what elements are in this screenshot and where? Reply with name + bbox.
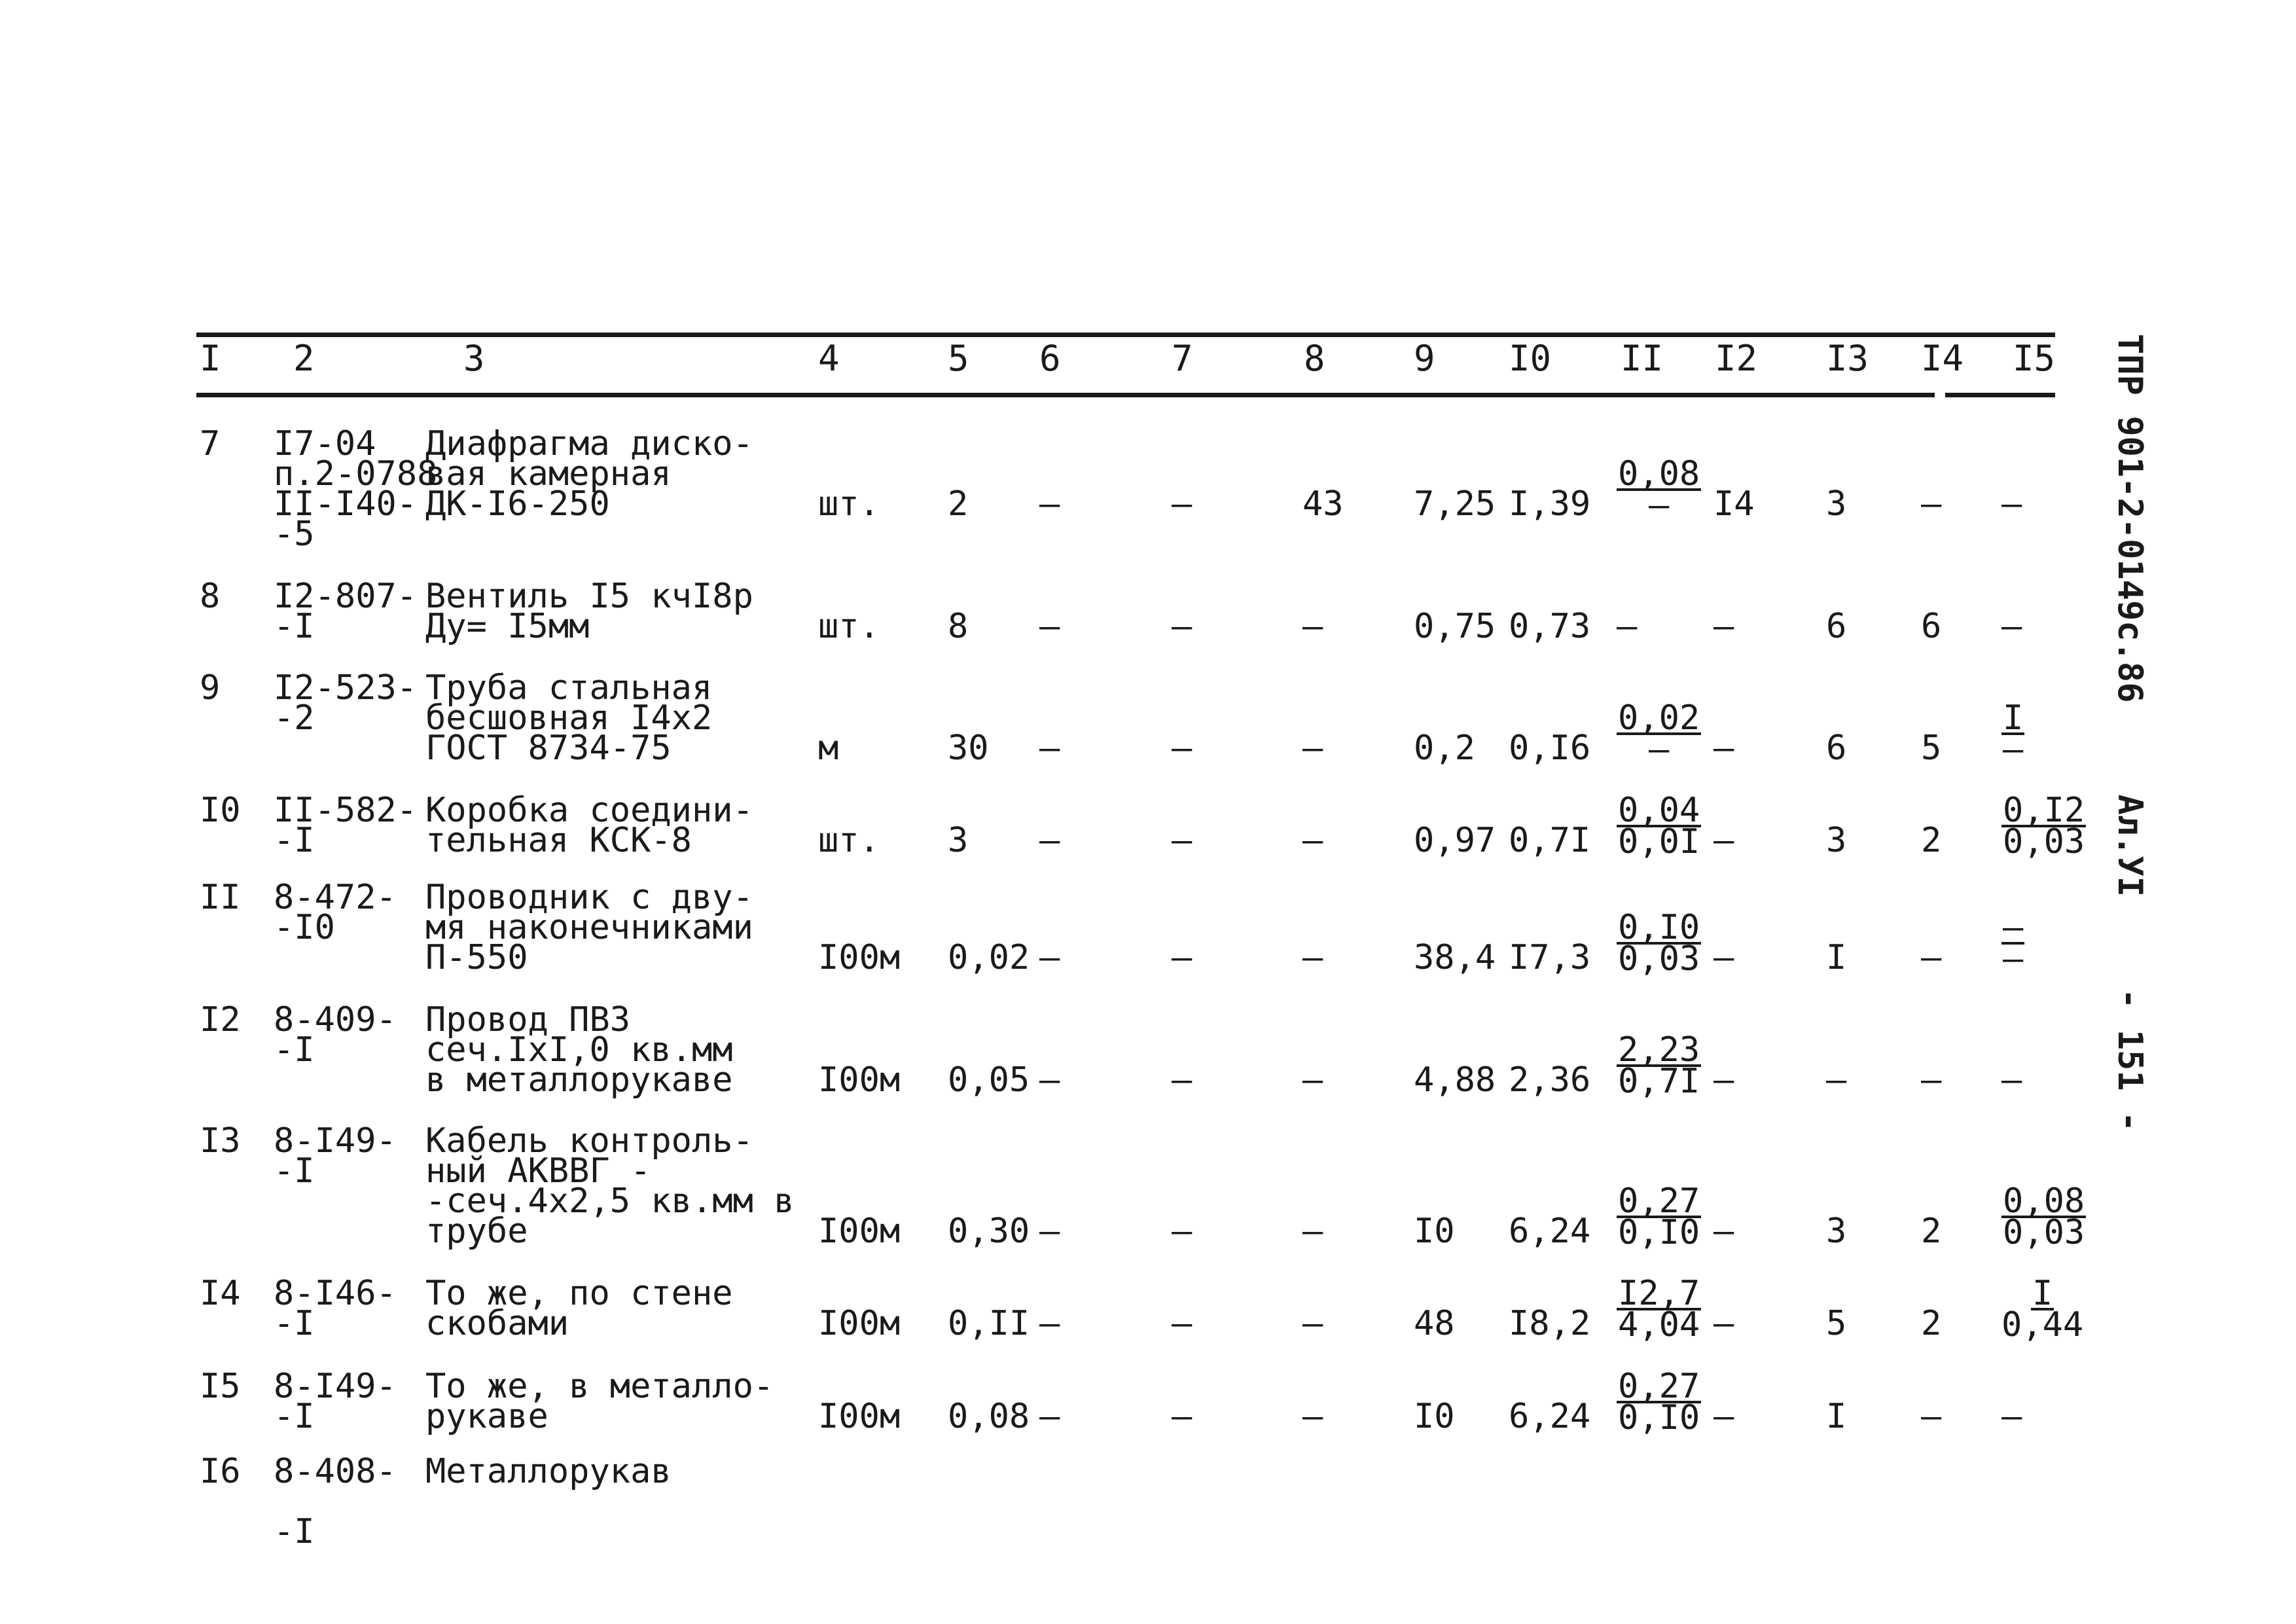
row-number: I3 bbox=[200, 1121, 241, 1161]
col-6: – bbox=[1039, 821, 1060, 860]
col-14: – bbox=[1921, 1397, 1942, 1436]
col-8: – bbox=[1302, 607, 1323, 646]
col-8: – bbox=[1302, 729, 1323, 768]
col-14: – bbox=[1921, 1060, 1942, 1100]
unit: шт. bbox=[818, 484, 880, 524]
col-11-fraction bbox=[1617, 791, 1701, 861]
col-15: – bbox=[2001, 607, 2022, 646]
norm-code-line: -2 bbox=[274, 698, 315, 738]
item-name-line: Провод ПВ3 bbox=[425, 1000, 631, 1039]
norm-code-line: I2-807- bbox=[274, 577, 418, 616]
col-8: – bbox=[1302, 1212, 1323, 1251]
page-number: - 151 - bbox=[2110, 988, 2149, 1132]
fraction-numerator: 0,08 bbox=[1618, 454, 1700, 494]
col-14: 2 bbox=[1921, 1304, 1942, 1343]
unit: I00м bbox=[818, 1060, 901, 1100]
col-11-fraction bbox=[1617, 1274, 1701, 1344]
side-stamp bbox=[2110, 334, 2149, 1132]
col-6: – bbox=[1039, 1304, 1060, 1343]
row-number: 8 bbox=[200, 577, 221, 616]
col-10: 0,73 bbox=[1509, 607, 1591, 646]
fraction-numerator: 2,23 bbox=[1618, 1030, 1700, 1070]
fraction-denominator: 0,I0 bbox=[1618, 1213, 1700, 1252]
row-number: I4 bbox=[200, 1274, 241, 1313]
col-11-fraction bbox=[1617, 454, 1701, 525]
col-12: – bbox=[1713, 821, 1734, 860]
quantity: 2 bbox=[948, 484, 969, 524]
fraction-denominator: 0,44 bbox=[2001, 1305, 2084, 1344]
col-15: – bbox=[2001, 484, 2022, 524]
item-name-line: Ду= I5мм bbox=[425, 607, 590, 646]
col-15-fraction bbox=[2001, 791, 2086, 861]
col-15-fraction bbox=[2001, 908, 2024, 979]
item-name-line: П-550 bbox=[425, 938, 528, 977]
col-14: – bbox=[1921, 938, 1942, 977]
item-name-line: сеч.IхI,0 кв.мм bbox=[425, 1030, 733, 1070]
col-10: I7,3 bbox=[1509, 938, 1591, 977]
col-10: 6,24 bbox=[1509, 1397, 1591, 1436]
fraction-numerator: 0,27 bbox=[1618, 1182, 1700, 1221]
norm-code-line: -I bbox=[274, 1304, 315, 1343]
unit: I00м bbox=[818, 938, 901, 977]
fraction-denominator: 0,7I bbox=[1618, 1062, 1700, 1101]
column-header-6: 6 bbox=[1039, 338, 1061, 379]
col-15-fraction bbox=[2001, 1182, 2086, 1252]
row-number: 7 bbox=[200, 424, 221, 463]
norm-code-line: -I bbox=[274, 1030, 315, 1070]
col-6: – bbox=[1039, 729, 1060, 768]
header-rule-left bbox=[196, 393, 1935, 397]
col-13: 6 bbox=[1826, 607, 1847, 646]
col-12: – bbox=[1713, 1060, 1734, 1100]
norm-code-line: -I bbox=[274, 1151, 315, 1191]
col-14: 6 bbox=[1921, 607, 1942, 646]
column-header-4: 4 bbox=[818, 338, 840, 379]
column-header-15: I5 bbox=[2013, 338, 2056, 379]
unit: I00м bbox=[818, 1304, 901, 1343]
quantity: 0,30 bbox=[948, 1212, 1030, 1251]
column-header-12: I2 bbox=[1715, 338, 1758, 379]
row-number: I6 bbox=[200, 1452, 241, 1491]
col-8: – bbox=[1302, 1397, 1323, 1436]
column-header-11: II bbox=[1621, 338, 1664, 379]
quantity: 0,II bbox=[948, 1304, 1030, 1343]
fraction-numerator: I bbox=[2032, 1274, 2053, 1313]
col-9: 7,25 bbox=[1414, 484, 1496, 524]
column-header-14: I4 bbox=[1921, 338, 1964, 379]
fraction-numerator: 0,I0 bbox=[1618, 908, 1700, 947]
col-9: 0,75 bbox=[1414, 607, 1496, 646]
col-11-fraction bbox=[1617, 1030, 1701, 1101]
item-name-line: ГОСТ 8734-75 bbox=[425, 729, 672, 768]
quantity: 0,02 bbox=[948, 938, 1030, 977]
col-12: – bbox=[1713, 729, 1734, 768]
unit: I00м bbox=[818, 1212, 901, 1251]
fraction-numerator: 0,08 bbox=[2003, 1182, 2085, 1221]
norm-code-line: п.2-0788 bbox=[274, 454, 438, 494]
item-name-line: рукаве bbox=[425, 1397, 548, 1436]
quantity: 30 bbox=[948, 729, 989, 768]
fraction-denominator: 0,I0 bbox=[1618, 1398, 1700, 1437]
item-name-line: То же, по стене bbox=[425, 1274, 733, 1313]
norm-code-line: -5 bbox=[274, 514, 315, 554]
col-13: 5 bbox=[1826, 1304, 1847, 1343]
fraction-denominator: 0,0I bbox=[1618, 822, 1700, 861]
item-name-line: Диафрагма диско- bbox=[425, 424, 753, 463]
col-14: – bbox=[1921, 484, 1942, 524]
col-9: 38,4 bbox=[1414, 938, 1496, 977]
norm-code-line: 8-I49- bbox=[274, 1121, 397, 1161]
item-name-line: вая камерная bbox=[425, 454, 672, 494]
col-15-fraction bbox=[2001, 1274, 2084, 1344]
fraction-denominator: – bbox=[2003, 730, 2024, 769]
col-7: – bbox=[1172, 1212, 1193, 1251]
col-13: – bbox=[1826, 1060, 1847, 1100]
col-8: 43 bbox=[1302, 484, 1344, 524]
col-13: 3 bbox=[1826, 1212, 1847, 1251]
column-header-3: 3 bbox=[463, 338, 485, 379]
norm-code-line: 8-408- bbox=[274, 1452, 397, 1491]
norm-code-line: -I bbox=[274, 607, 315, 646]
col-12: – bbox=[1713, 1304, 1734, 1343]
item-name-line: в металлорукаве bbox=[425, 1060, 733, 1100]
col-13: I bbox=[1826, 938, 1847, 977]
item-name-line: скобами bbox=[425, 1304, 569, 1343]
norm-code-line: -I bbox=[274, 821, 315, 860]
col-14: 5 bbox=[1921, 729, 1942, 768]
item-name-line: трубе bbox=[425, 1212, 528, 1251]
quantity: 0,08 bbox=[948, 1397, 1030, 1436]
fraction-denominator: 0,03 bbox=[1618, 939, 1700, 979]
item-name-line: ный АКВВГ - bbox=[425, 1151, 651, 1191]
column-header-5: 5 bbox=[948, 338, 969, 379]
norm-code-line: 8-409- bbox=[274, 1000, 397, 1039]
header-rule-right bbox=[1945, 393, 2055, 397]
document-code: ТПР 901-2-0149с.86 bbox=[2110, 334, 2149, 703]
col-9: 48 bbox=[1414, 1304, 1455, 1343]
col-14: 2 bbox=[1921, 1212, 1942, 1251]
col-7: – bbox=[1172, 821, 1193, 860]
item-name-line: Металлорукав bbox=[425, 1452, 672, 1491]
column-header-1: I bbox=[200, 338, 221, 379]
col-10: 0,I6 bbox=[1509, 729, 1591, 768]
col-7: – bbox=[1172, 484, 1193, 524]
col-8: – bbox=[1302, 1060, 1323, 1100]
col-8: – bbox=[1302, 1304, 1323, 1343]
norm-code-line: I7-04 bbox=[274, 424, 376, 463]
row-number: I5 bbox=[200, 1367, 241, 1406]
fraction-numerator: – bbox=[2003, 908, 2024, 947]
col-15: – bbox=[2001, 1060, 2022, 1100]
col-11-fraction bbox=[1617, 908, 1701, 979]
col-10: 2,36 bbox=[1509, 1060, 1591, 1100]
row-number: II bbox=[200, 878, 241, 917]
col-11-fraction bbox=[1617, 1367, 1701, 1437]
item-name-line: Коробка соедини- bbox=[425, 791, 753, 830]
col-7: – bbox=[1172, 1304, 1193, 1343]
fraction-denominator: – bbox=[2003, 939, 2024, 979]
quantity: 8 bbox=[948, 607, 969, 646]
col-11-fraction bbox=[1617, 1182, 1701, 1252]
col-6: – bbox=[1039, 1212, 1060, 1251]
col-6: – bbox=[1039, 484, 1060, 524]
fraction-numerator: 0,I2 bbox=[2003, 791, 2085, 830]
unit: шт. bbox=[818, 607, 880, 646]
col-9: 0,2 bbox=[1414, 729, 1475, 768]
col-13: 6 bbox=[1826, 729, 1847, 768]
norm-code-line: I2-523- bbox=[274, 668, 418, 708]
col-13: 3 bbox=[1826, 821, 1847, 860]
column-header-7: 7 bbox=[1172, 338, 1193, 379]
fraction-numerator: I bbox=[2003, 698, 2024, 738]
column-header-13: I3 bbox=[1826, 338, 1869, 379]
quantity: 3 bbox=[948, 821, 969, 860]
item-name-line: мя наконечниками bbox=[425, 908, 753, 947]
fraction-denominator: 0,03 bbox=[2003, 1213, 2085, 1252]
col-15-fraction bbox=[2001, 698, 2024, 769]
norm-code-line: II-I40- bbox=[274, 484, 418, 524]
unit: м bbox=[818, 729, 839, 768]
col-9: I0 bbox=[1414, 1212, 1455, 1251]
item-name-line: Вентиль I5 кчI8р bbox=[425, 577, 753, 616]
col-6: – bbox=[1039, 1060, 1060, 1100]
norm-code-line: -I0 bbox=[274, 908, 335, 947]
fraction-denominator: 0,03 bbox=[2003, 822, 2085, 861]
col-12: – bbox=[1713, 1397, 1734, 1436]
column-header-8: 8 bbox=[1304, 338, 1325, 379]
column-header-10: I0 bbox=[1509, 338, 1552, 379]
fraction-numerator: 0,27 bbox=[1618, 1367, 1700, 1406]
col-9: 4,88 bbox=[1414, 1060, 1496, 1100]
col-10: 6,24 bbox=[1509, 1212, 1591, 1251]
item-name-line: Кабель контроль- bbox=[425, 1121, 753, 1161]
col-11-fraction bbox=[1617, 698, 1701, 769]
col-13: 3 bbox=[1826, 484, 1847, 524]
col-12: – bbox=[1713, 607, 1734, 646]
col-7: – bbox=[1172, 1060, 1193, 1100]
row-number: I0 bbox=[200, 791, 241, 830]
row-number: 9 bbox=[200, 668, 221, 708]
item-name-line: ДК-I6-250 bbox=[425, 484, 610, 524]
col-12: – bbox=[1713, 1212, 1734, 1251]
col-12: – bbox=[1713, 938, 1734, 977]
col-10: 0,7I bbox=[1509, 821, 1591, 860]
unit: шт. bbox=[818, 821, 880, 860]
item-name-line: тельная КСК-8 bbox=[425, 821, 692, 860]
col-12: I4 bbox=[1713, 484, 1755, 524]
item-name-line: То же, в металло- bbox=[425, 1367, 774, 1406]
col-9: I0 bbox=[1414, 1397, 1455, 1436]
norm-code-line: 8-472- bbox=[274, 878, 397, 917]
col-11: – bbox=[1617, 607, 1638, 646]
col-8: – bbox=[1302, 821, 1323, 860]
norm-code-line: -I bbox=[274, 1512, 315, 1551]
col-15: – bbox=[2001, 1397, 2022, 1436]
fraction-denominator: – bbox=[1648, 486, 1670, 525]
col-7: – bbox=[1172, 938, 1193, 977]
item-name-line: -сеч.4х2,5 кв.мм в bbox=[425, 1182, 795, 1221]
col-7: – bbox=[1172, 729, 1193, 768]
fraction-denominator: 4,04 bbox=[1618, 1305, 1700, 1344]
fraction-numerator: I2,7 bbox=[1618, 1274, 1700, 1313]
col-7: – bbox=[1172, 1397, 1193, 1436]
unit: I00м bbox=[818, 1397, 901, 1436]
album-number: Ал.УI bbox=[2110, 794, 2149, 897]
quantity: 0,05 bbox=[948, 1060, 1030, 1100]
fraction-numerator: 0,02 bbox=[1618, 698, 1700, 738]
fraction-numerator: 0,04 bbox=[1618, 791, 1700, 830]
norm-code-line: 8-I46- bbox=[274, 1274, 397, 1313]
norm-code-line: -I bbox=[274, 1397, 315, 1436]
col-10: I8,2 bbox=[1509, 1304, 1591, 1343]
col-6: – bbox=[1039, 938, 1060, 977]
col-7: – bbox=[1172, 607, 1193, 646]
col-6: – bbox=[1039, 607, 1060, 646]
top-rule bbox=[196, 333, 2055, 337]
col-8: – bbox=[1302, 938, 1323, 977]
col-9: 0,97 bbox=[1414, 821, 1496, 860]
col-6: – bbox=[1039, 1397, 1060, 1436]
fraction-denominator: – bbox=[1648, 730, 1670, 769]
row-number: I2 bbox=[200, 1000, 241, 1039]
col-14: 2 bbox=[1921, 821, 1942, 860]
norm-code-line: II-582- bbox=[274, 791, 418, 830]
col-13: I bbox=[1826, 1397, 1847, 1436]
col-10: I,39 bbox=[1509, 484, 1591, 524]
norm-code-line: 8-I49- bbox=[274, 1367, 397, 1406]
column-header-9: 9 bbox=[1414, 338, 1435, 379]
item-name-line: бесшовная I4х2 bbox=[425, 698, 713, 738]
column-header-2: 2 bbox=[293, 338, 315, 379]
item-name-line: Проводник с дву- bbox=[425, 878, 753, 917]
item-name-line: Труба стальная bbox=[425, 668, 713, 708]
